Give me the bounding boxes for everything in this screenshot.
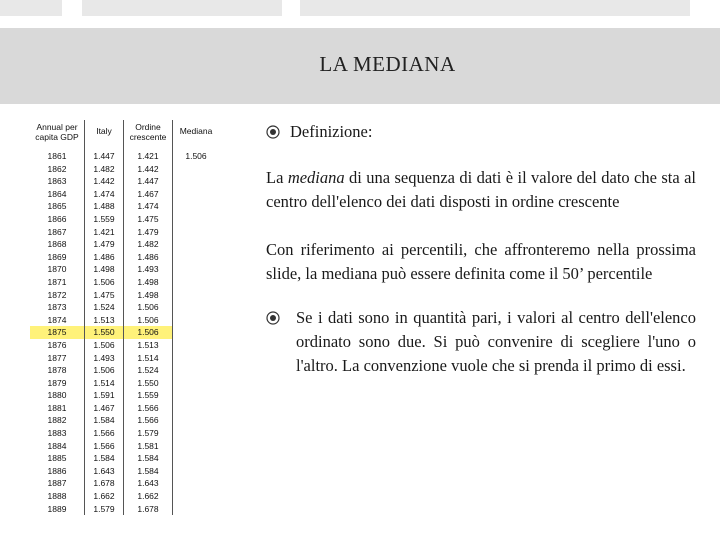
top-segment <box>300 0 690 16</box>
cell-year: 1871 <box>30 276 85 289</box>
cell-median <box>173 503 220 516</box>
cell-italy: 1.482 <box>85 163 124 176</box>
cell-median <box>173 427 220 440</box>
para1-pre: La <box>266 168 288 187</box>
target-circle-icon <box>266 306 290 330</box>
table-row <box>30 276 219 289</box>
even-count-text: Se i dati sono in quantità pari, i valori al centro dell'elenco ordinato sono due. Si può convenire di scegliere l'uno o l'altro. La convenzione vuole che si prenda il primo di essi. <box>296 308 696 375</box>
table-row <box>30 226 219 239</box>
cell-sorted: 1.559 <box>124 389 173 402</box>
cell-median <box>173 465 220 478</box>
cell-italy: 1.506 <box>85 339 124 352</box>
table-row <box>30 163 219 176</box>
cell-sorted: 1.550 <box>124 377 173 390</box>
cell-year: 1880 <box>30 389 85 402</box>
cell-year: 1867 <box>30 226 85 239</box>
gdp-table <box>30 120 219 515</box>
top-decoration <box>0 0 720 28</box>
table-row <box>30 364 219 377</box>
cell-year: 1879 <box>30 377 85 390</box>
header-sorted: Ordine crescente <box>124 120 173 150</box>
cell-median <box>173 188 220 201</box>
cell-median <box>173 314 220 327</box>
cell-median <box>173 238 220 251</box>
cell-year: 1869 <box>30 251 85 264</box>
cell-year: 1861 <box>30 150 85 163</box>
cell-year: 1875 <box>30 326 85 339</box>
cell-sorted: 1.506 <box>124 326 173 339</box>
cell-median <box>173 175 220 188</box>
cell-year: 1862 <box>30 163 85 176</box>
cell-sorted: 1.467 <box>124 188 173 201</box>
cell-year: 1881 <box>30 402 85 415</box>
cell-median <box>173 364 220 377</box>
table-row <box>30 238 219 251</box>
definition-paragraph <box>266 166 696 214</box>
cell-sorted: 1.513 <box>124 339 173 352</box>
cell-median <box>173 452 220 465</box>
cell-italy: 1.584 <box>85 452 124 465</box>
cell-sorted: 1.584 <box>124 452 173 465</box>
cell-italy: 1.566 <box>85 440 124 453</box>
cell-year: 1876 <box>30 339 85 352</box>
cell-year: 1866 <box>30 213 85 226</box>
cell-year: 1863 <box>30 175 85 188</box>
table-row <box>30 150 219 163</box>
header-median: Mediana <box>179 126 213 136</box>
cell-italy: 1.479 <box>85 238 124 251</box>
cell-median <box>173 289 220 302</box>
table-row <box>30 314 219 327</box>
cell-sorted: 1.486 <box>124 251 173 264</box>
cell-sorted: 1.566 <box>124 402 173 415</box>
table-row <box>30 213 219 226</box>
cell-median <box>173 276 220 289</box>
cell-median <box>173 301 220 314</box>
table-row <box>30 377 219 390</box>
cell-year: 1882 <box>30 414 85 427</box>
table-row <box>30 389 219 402</box>
cell-italy: 1.475 <box>85 289 124 302</box>
cell-year: 1888 <box>30 490 85 503</box>
table-row <box>30 352 219 365</box>
cell-year: 1885 <box>30 452 85 465</box>
cell-median <box>173 163 220 176</box>
cell-italy: 1.447 <box>85 150 124 163</box>
cell-year: 1889 <box>30 503 85 516</box>
cell-year: 1884 <box>30 440 85 453</box>
cell-year: 1872 <box>30 289 85 302</box>
definition-label: Definizione: <box>290 122 373 141</box>
cell-sorted: 1.662 <box>124 490 173 503</box>
cell-sorted: 1.678 <box>124 503 173 516</box>
cell-sorted: 1.584 <box>124 465 173 478</box>
gdp-table-container <box>30 120 250 520</box>
table-row <box>30 188 219 201</box>
cell-italy: 1.643 <box>85 465 124 478</box>
content-area <box>266 120 696 378</box>
cell-italy: 1.513 <box>85 314 124 327</box>
cell-median <box>173 226 220 239</box>
cell-median <box>173 326 220 339</box>
cell-year: 1877 <box>30 352 85 365</box>
cell-sorted: 1.506 <box>124 314 173 327</box>
cell-median <box>173 477 220 490</box>
cell-median <box>173 213 220 226</box>
cell-year: 1883 <box>30 427 85 440</box>
cell-italy: 1.474 <box>85 188 124 201</box>
cell-italy: 1.584 <box>85 414 124 427</box>
cell-sorted: 1.581 <box>124 440 173 453</box>
cell-year: 1878 <box>30 364 85 377</box>
table-row <box>30 200 219 213</box>
even-count-bullet <box>266 306 696 378</box>
cell-italy: 1.566 <box>85 427 124 440</box>
para1-em: mediana <box>287 168 345 187</box>
cell-italy: 1.579 <box>85 503 124 516</box>
cell-median <box>173 251 220 264</box>
table-row <box>30 503 219 516</box>
cell-median <box>173 389 220 402</box>
table-row <box>30 251 219 264</box>
cell-year: 1868 <box>30 238 85 251</box>
cell-median <box>173 490 220 503</box>
cell-italy: 1.591 <box>85 389 124 402</box>
cell-sorted: 1.479 <box>124 226 173 239</box>
cell-median: 1.506 <box>185 151 207 161</box>
cell-year: 1870 <box>30 263 85 276</box>
cell-median <box>173 440 220 453</box>
target-circle-icon <box>266 120 290 144</box>
definition-heading <box>266 120 696 144</box>
cell-sorted: 1.643 <box>124 477 173 490</box>
cell-sorted: 1.498 <box>124 276 173 289</box>
table-row <box>30 339 219 352</box>
cell-sorted: 1.566 <box>124 414 173 427</box>
cell-sorted: 1.493 <box>124 263 173 276</box>
cell-italy: 1.524 <box>85 301 124 314</box>
table-row <box>30 477 219 490</box>
table-row <box>30 326 219 339</box>
cell-year: 1864 <box>30 188 85 201</box>
cell-italy: 1.506 <box>85 364 124 377</box>
table-row <box>30 490 219 503</box>
table-row <box>30 427 219 440</box>
table-row <box>30 452 219 465</box>
cell-year: 1886 <box>30 465 85 478</box>
cell-sorted: 1.421 <box>124 150 173 163</box>
cell-median <box>173 402 220 415</box>
header-italy: Italy <box>85 120 124 150</box>
cell-sorted: 1.524 <box>124 364 173 377</box>
table-row <box>30 440 219 453</box>
cell-sorted: 1.475 <box>124 213 173 226</box>
table-row <box>30 289 219 302</box>
table-row <box>30 263 219 276</box>
cell-italy: 1.488 <box>85 200 124 213</box>
para1-post: di una sequenza di dati è il valore del dato che sta al centro dell'elenco dei dati disposti in ordine crescente <box>266 168 696 211</box>
cell-year: 1865 <box>30 200 85 213</box>
top-segment <box>0 0 62 16</box>
header-year: Annual per capita GDP <box>30 120 85 150</box>
top-segment <box>82 0 282 16</box>
cell-median <box>173 200 220 213</box>
cell-sorted: 1.498 <box>124 289 173 302</box>
cell-italy: 1.662 <box>85 490 124 503</box>
cell-sorted: 1.447 <box>124 175 173 188</box>
cell-median <box>173 263 220 276</box>
cell-sorted: 1.506 <box>124 301 173 314</box>
cell-italy: 1.442 <box>85 175 124 188</box>
cell-italy: 1.506 <box>85 276 124 289</box>
cell-sorted: 1.579 <box>124 427 173 440</box>
table-row <box>30 301 219 314</box>
cell-median <box>173 377 220 390</box>
cell-italy: 1.550 <box>85 326 124 339</box>
cell-italy: 1.493 <box>85 352 124 365</box>
percentile-paragraph: Con riferimento ai percentili, che affronteremo nella prossima slide, la mediana può essere definita come il 50’ percentile <box>266 240 696 283</box>
cell-italy: 1.467 <box>85 402 124 415</box>
slide-title: LA MEDIANA <box>319 52 456 76</box>
cell-sorted: 1.442 <box>124 163 173 176</box>
cell-sorted: 1.474 <box>124 200 173 213</box>
cell-italy: 1.559 <box>85 213 124 226</box>
cell-italy: 1.421 <box>85 226 124 239</box>
cell-median <box>173 414 220 427</box>
cell-year: 1874 <box>30 314 85 327</box>
table-row <box>30 175 219 188</box>
table-row <box>30 465 219 478</box>
cell-italy: 1.486 <box>85 251 124 264</box>
cell-italy: 1.678 <box>85 477 124 490</box>
cell-italy: 1.514 <box>85 377 124 390</box>
table-header-row <box>30 120 219 150</box>
cell-sorted: 1.514 <box>124 352 173 365</box>
table-row <box>30 414 219 427</box>
cell-year: 1873 <box>30 301 85 314</box>
cell-italy: 1.498 <box>85 263 124 276</box>
cell-year: 1887 <box>30 477 85 490</box>
cell-median <box>173 352 220 365</box>
table-row <box>30 402 219 415</box>
cell-median <box>173 339 220 352</box>
cell-sorted: 1.482 <box>124 238 173 251</box>
